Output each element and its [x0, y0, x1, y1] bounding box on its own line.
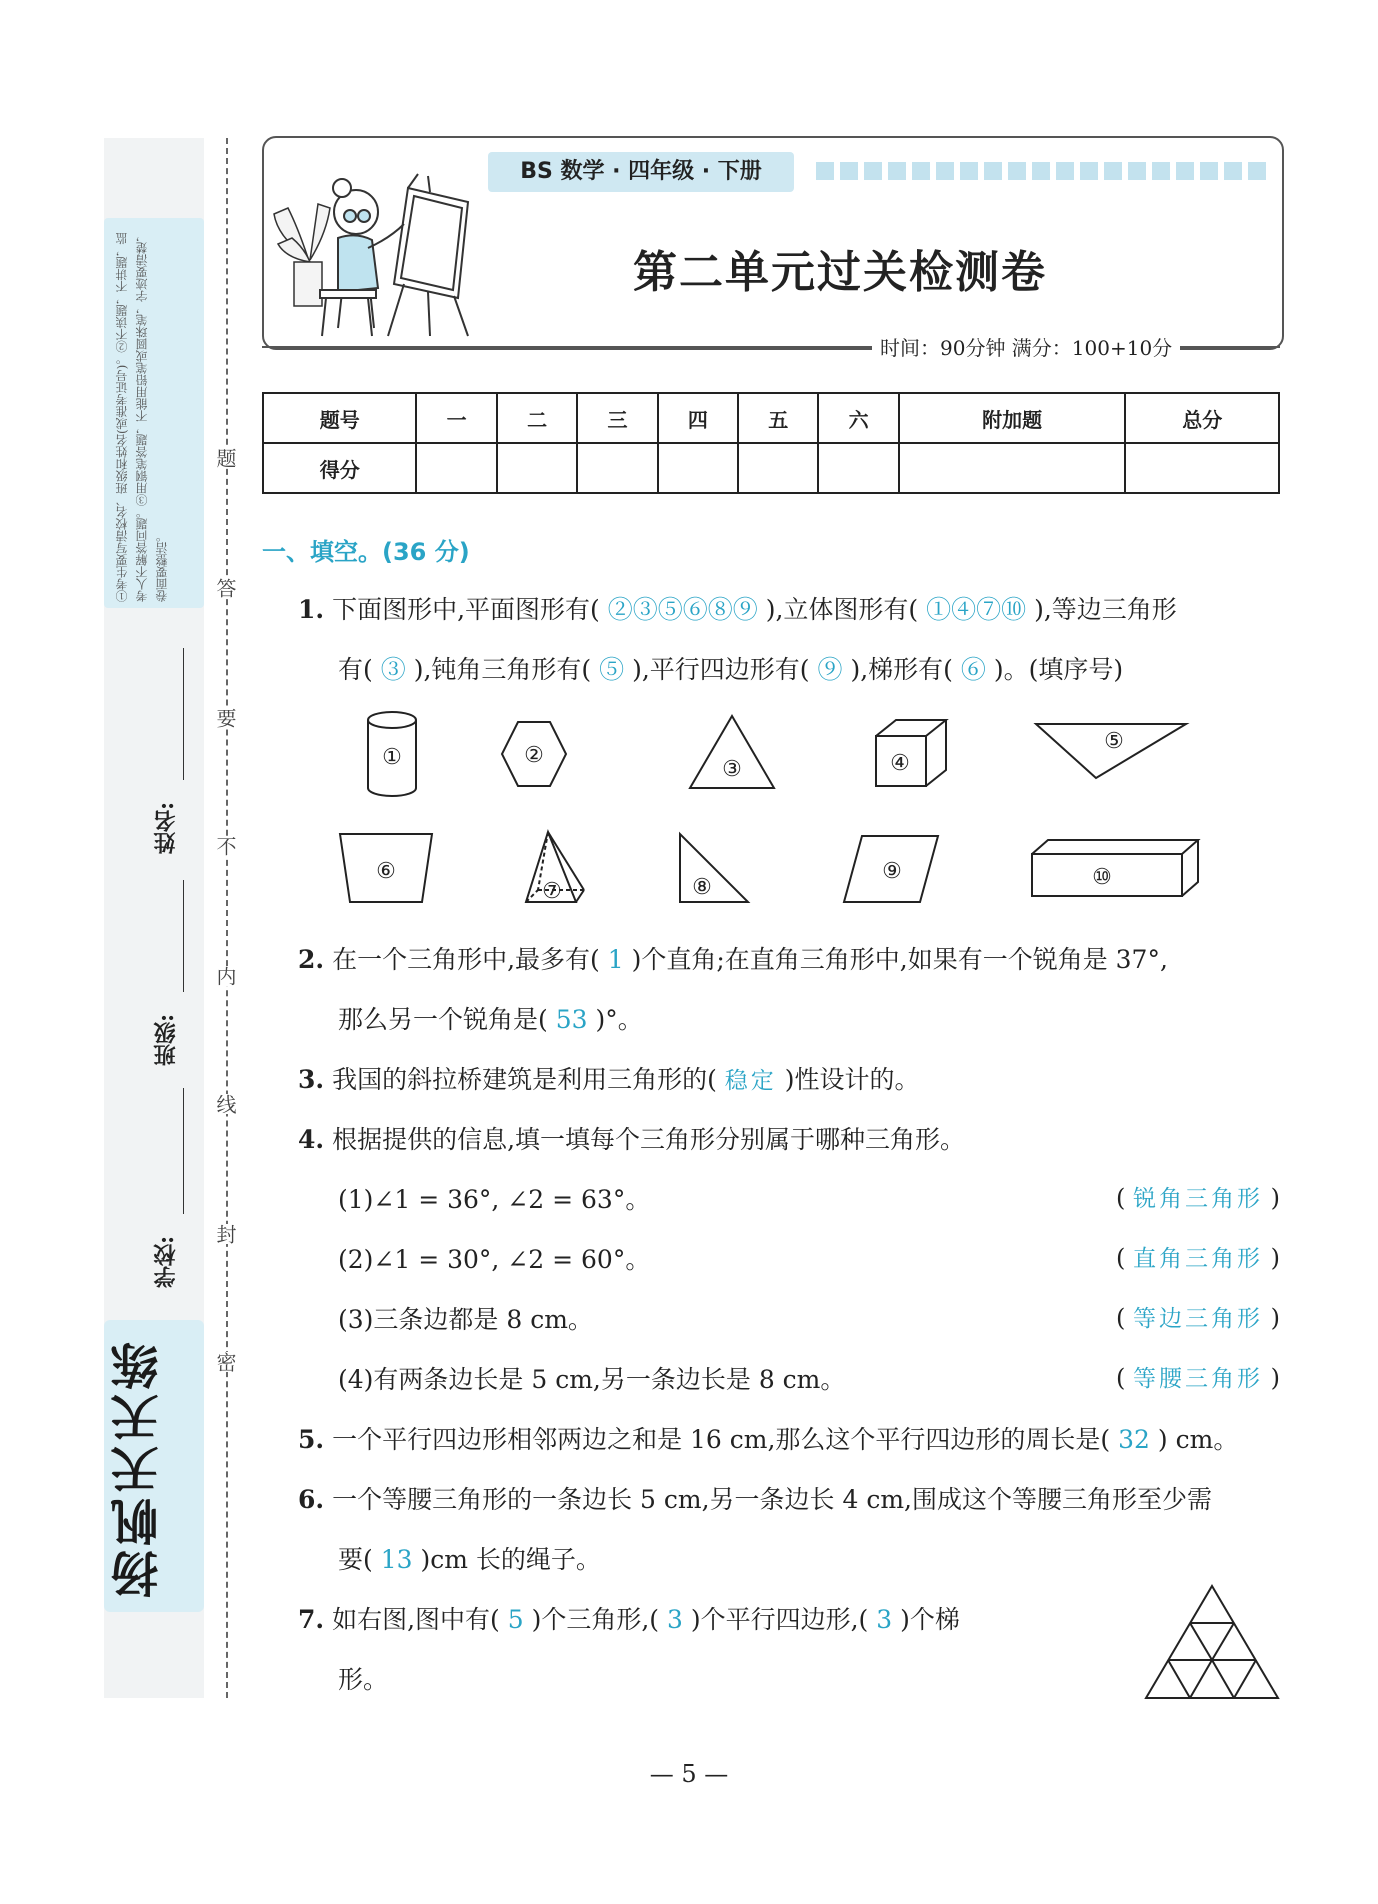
question-text: 我国的斜拉桥建筑是利用三角形的(	[332, 1065, 717, 1094]
question-4-item: (3)三条边都是 8 cm。	[338, 1305, 593, 1334]
class-field[interactable]	[183, 880, 184, 992]
seal-char: 线	[216, 1094, 240, 1114]
shape-label: ③	[722, 757, 742, 782]
decor-square	[888, 162, 906, 180]
question-text: 根据提供的信息,填一填每个三角形分别属于哪种三角形。	[332, 1125, 966, 1154]
question-4-item: (1)∠1 = 36°, ∠2 = 63°。	[338, 1185, 651, 1214]
decor-square	[1152, 162, 1170, 180]
question-text: )个直角;在直角三角形中,如果有一个锐角是 37°,	[631, 945, 1168, 974]
school-field[interactable]	[183, 1088, 184, 1214]
question-text: 下面图形中,平面图形有(	[332, 595, 600, 624]
seal-char: 题	[216, 448, 240, 468]
question-text: 如右图,图中有(	[332, 1605, 500, 1634]
answer-obtuse[interactable]: ⑤	[599, 655, 625, 684]
question-number: 1.	[298, 595, 325, 624]
question-3	[298, 1060, 920, 1096]
score-cell[interactable]	[899, 443, 1126, 493]
score-table-header-row	[263, 393, 1279, 443]
score-table-score-row	[263, 443, 1279, 493]
answer-triangle-type[interactable]: 直角三角形	[1133, 1246, 1263, 1272]
seal-dashed-line	[226, 138, 228, 1698]
shape-label: ②	[524, 743, 544, 768]
question-4-answer: ( 等腰三角形 )	[1116, 1364, 1280, 1392]
question-4	[298, 1120, 965, 1156]
question-text: ),平行四边形有(	[632, 655, 810, 684]
decor-square	[840, 162, 858, 180]
shape-label: ④	[890, 751, 910, 776]
page-number: — 5 —	[649, 1760, 729, 1788]
decor-square	[960, 162, 978, 180]
question-text: 要(	[338, 1545, 373, 1574]
question-text: 一个等腰三角形的一条边长 5 cm,另一条边长 4 cm,围成这个等腰三角形至少需	[332, 1485, 1212, 1514]
question-5	[298, 1420, 1238, 1456]
decor-square	[1128, 162, 1146, 180]
answer-right-angles[interactable]: 1	[607, 945, 624, 974]
score-table	[262, 392, 1280, 494]
question-text: )°。	[595, 1005, 643, 1034]
score-cell[interactable]	[658, 443, 738, 493]
name-label: 姓名:	[153, 801, 179, 855]
question-1-line-1	[298, 590, 1177, 626]
question-7-line-2: 形。	[338, 1665, 389, 1694]
decor-square	[1032, 162, 1050, 180]
column-header: 五	[738, 393, 818, 443]
shape-label: ⑥	[376, 859, 396, 884]
shape-label: ⑩	[1092, 865, 1112, 890]
seal-char: 要	[216, 708, 240, 728]
score-cell[interactable]	[497, 443, 577, 493]
decor-square	[1248, 162, 1266, 180]
name-field[interactable]	[183, 648, 184, 780]
seal-char: 内	[216, 966, 240, 986]
question-text: ),等边三角形	[1034, 595, 1177, 624]
answer-solid-shapes[interactable]: ①④⑦⑩	[926, 595, 1027, 624]
question-6-line-2	[338, 1540, 601, 1576]
brand-name: 扬帆天天练	[111, 1338, 167, 1598]
class-label: 班级:	[153, 1013, 179, 1067]
decor-square	[1176, 162, 1194, 180]
question-text: )。(填序号)	[993, 655, 1124, 684]
answer-parallelogram[interactable]: ⑨	[817, 655, 843, 684]
score-label-cell: 得分	[263, 443, 416, 493]
school-label: 学校:	[153, 1235, 179, 1289]
question-number: 7.	[298, 1605, 325, 1634]
answer-triangle-type[interactable]: 等腰三角形	[1133, 1366, 1263, 1392]
question-1-line-2	[338, 650, 1123, 686]
score-cell[interactable]	[416, 443, 496, 493]
question-7-line-1	[298, 1600, 960, 1636]
shape-label: ⑤	[1104, 729, 1124, 754]
answer-rope-length[interactable]: 13	[380, 1545, 413, 1574]
question-text: ) cm。	[1157, 1425, 1239, 1454]
question-number: 5.	[298, 1425, 325, 1454]
exam-notice-text: ①考生要写清校名、班级和姓名(或准考证号)。②不读题，不讲题，监考人不解答问题。③用钢笔答题，不能用铅笔或圆珠笔，字迹要清楚，卷面要整洁。	[115, 230, 169, 602]
question-number: 6.	[298, 1485, 325, 1514]
question-number: 4.	[298, 1125, 325, 1154]
decor-square	[1008, 162, 1026, 180]
question-6-line-1	[298, 1480, 1212, 1516]
shape-label: ⑨	[882, 859, 902, 884]
question-text: 在一个三角形中,最多有(	[332, 945, 600, 974]
answer-acute-angle[interactable]: 53	[555, 1005, 588, 1034]
score-cell[interactable]	[818, 443, 898, 493]
row-header-cell: 题号	[263, 393, 416, 443]
answer-triangle-count[interactable]: 5	[507, 1605, 524, 1634]
decor-square	[864, 162, 882, 180]
answer-plane-shapes[interactable]: ②③⑤⑥⑧⑨	[607, 595, 758, 624]
column-header: 三	[577, 393, 657, 443]
question-number: 3.	[298, 1065, 325, 1094]
question-2-line-1	[298, 940, 1168, 976]
column-header: 附加题	[899, 393, 1126, 443]
question-text: 那么另一个锐角是(	[338, 1005, 548, 1034]
score-cell[interactable]	[577, 443, 657, 493]
answer-triangle-type[interactable]: 锐角三角形	[1133, 1186, 1263, 1212]
shape-label: ①	[382, 745, 402, 770]
question-4-item: (2)∠1 = 30°, ∠2 = 60°。	[338, 1245, 651, 1274]
answer-parallelogram-count[interactable]: 3	[667, 1605, 683, 1634]
question-text: ),梯形有(	[850, 655, 953, 684]
question-4-answer: ( 锐角三角形 )	[1116, 1184, 1280, 1212]
question-text: 一个平行四边形相邻两边之和是 16 cm,那么这个平行四边形的周长是(	[332, 1425, 1111, 1454]
subject-tag: BS 数学 · 四年级 · 下册	[488, 152, 794, 192]
decor-square	[1200, 162, 1218, 180]
column-header: 四	[658, 393, 738, 443]
question-number: 2.	[298, 945, 325, 974]
question-4-answer: ( 等边三角形 )	[1116, 1304, 1280, 1332]
artist-illustration	[268, 168, 488, 340]
question-4-answer: ( 直角三角形 )	[1116, 1244, 1280, 1272]
question-text: )性设计的。	[784, 1065, 920, 1094]
seal-char: 封	[216, 1224, 240, 1244]
triangle-figure	[1142, 1582, 1282, 1702]
score-cell[interactable]	[1125, 443, 1279, 493]
decor-square	[1224, 162, 1242, 180]
decor-square	[816, 162, 834, 180]
section-heading: 一、填空。(36 分)	[262, 538, 470, 566]
decor-square	[1056, 162, 1074, 180]
decor-square	[1080, 162, 1098, 180]
question-4-item: (4)有两条边长是 5 cm,另一条边长是 8 cm。	[338, 1365, 846, 1394]
answer-equilateral[interactable]: ③	[380, 655, 406, 684]
question-text: ),钝角三角形有(	[413, 655, 592, 684]
seal-char: 密	[216, 1352, 240, 1372]
question-text: )个梯	[900, 1605, 960, 1634]
shape-label: ⑦	[542, 879, 562, 904]
score-cell[interactable]	[738, 443, 818, 493]
seal-char: 答	[216, 578, 240, 598]
time-info: 时间：90分钟 满分：100+10分	[872, 332, 1180, 361]
unit-title: 第二单元过关检测卷	[633, 247, 1047, 298]
question-text: )个三角形,(	[531, 1605, 660, 1634]
answer-trapezoid[interactable]: ⑥	[960, 655, 986, 684]
column-header: 六	[818, 393, 898, 443]
question-text: )个平行四边形,(	[690, 1605, 869, 1634]
answer-triangle-type[interactable]: 等边三角形	[1133, 1306, 1263, 1332]
seal-char: 不	[216, 836, 240, 856]
shape-label: ⑧	[692, 875, 712, 900]
column-header: 总分	[1125, 393, 1279, 443]
column-header: 二	[497, 393, 577, 443]
question-2-line-2	[338, 1000, 643, 1036]
decor-square	[1104, 162, 1122, 180]
question-text: ),立体图形有(	[765, 595, 919, 624]
answer-perimeter[interactable]: 32	[1118, 1425, 1150, 1454]
answer-stability[interactable]: 稳定	[724, 1068, 777, 1094]
column-header: 一	[416, 393, 496, 443]
decor-square	[912, 162, 930, 180]
shapes-figure	[330, 708, 1210, 924]
answer-trapezoid-count[interactable]: 3	[876, 1605, 893, 1634]
decor-square	[936, 162, 954, 180]
question-text: )cm 长的绳子。	[420, 1545, 601, 1574]
question-text: 有(	[338, 655, 373, 684]
decor-square	[984, 162, 1002, 180]
